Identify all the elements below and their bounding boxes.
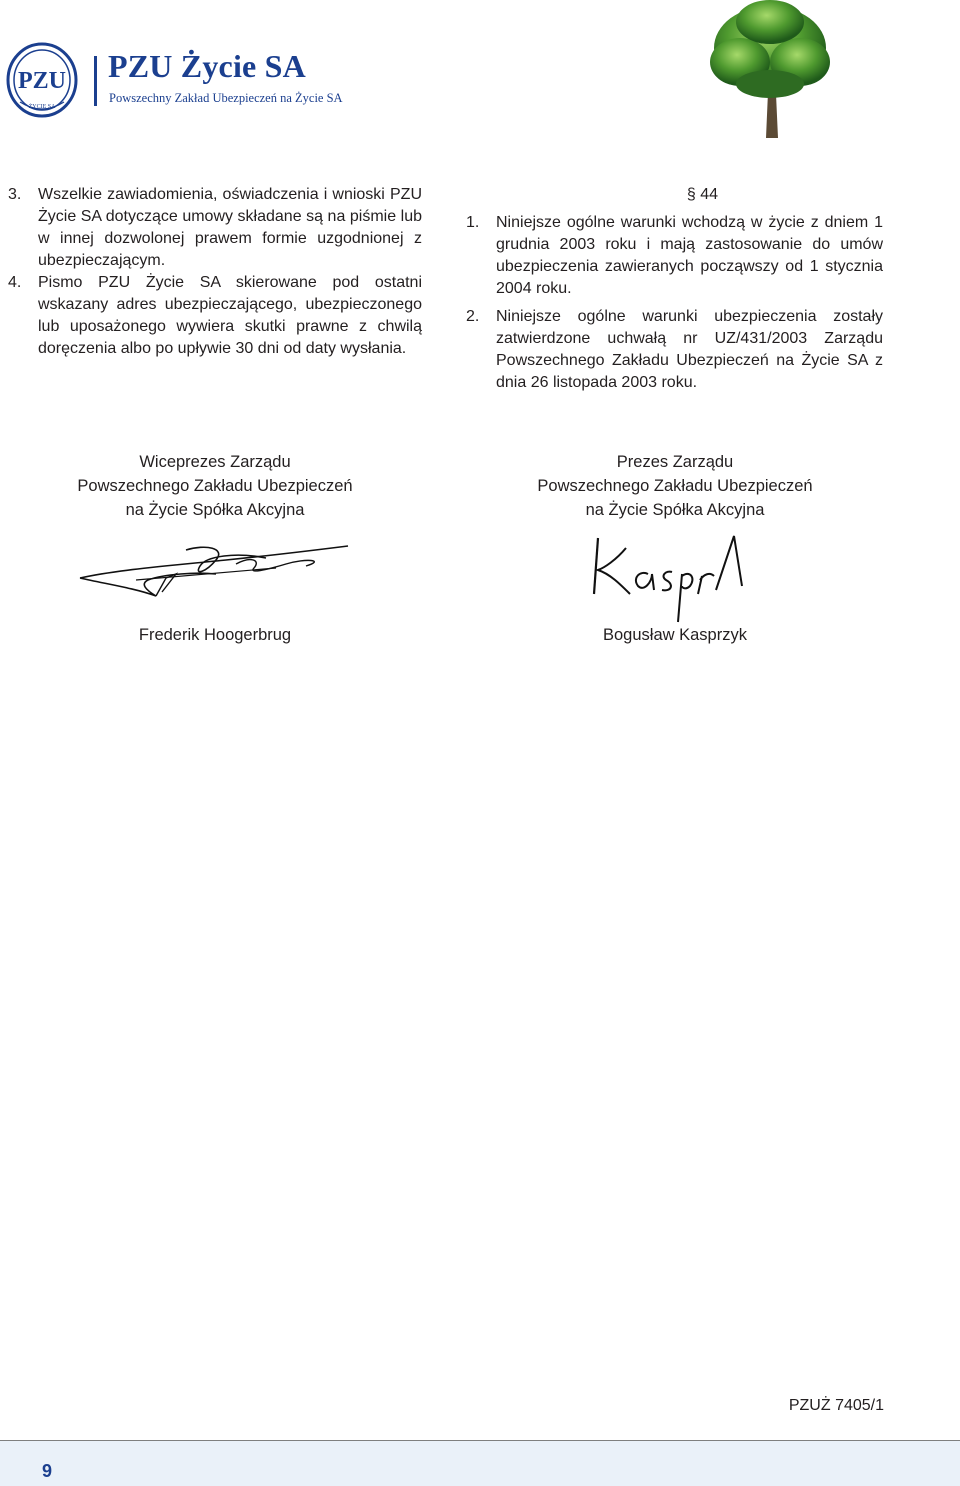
list-item xyxy=(8,272,422,360)
right-column xyxy=(466,184,883,394)
signature-right xyxy=(586,530,746,626)
svg-text:ŻYCIE SA: ŻYCIE SA xyxy=(28,104,56,110)
pzu-seal-logo xyxy=(6,42,78,118)
signatory-role: Wiceprezes Zarządu xyxy=(139,453,291,471)
tree-icon xyxy=(700,0,840,140)
item-text: Wszelkie zawiadomienia, oświadczenia i wnioski PZU Życie SA dotyczące umowy składane są na piśmie lub w innej dozwolonej prawem formie uzgodnionej z ubezpieczającym. xyxy=(38,186,422,269)
section-heading: § 44 xyxy=(686,186,719,203)
item-text: Niniejsze ogólne warunki ubezpieczenia zostały zatwierdzone uchwałą nr UZ/431/2003 Zarządu Powszechnego Zakładu Ubezpieczeń na Życie SA z dnia 26 listopada 2003 roku. xyxy=(496,308,883,391)
item-number: 4. xyxy=(8,274,22,291)
item-text: Pismo PZU Życie SA skierowane pod ostatni wskazany adres ubezpieczającego, ubezpieczonego lub uposażonego wywiera skutki prawne z chwilą doręczenia albo po upływie 30 dni od daty wysłania. xyxy=(38,274,422,357)
footer-bar xyxy=(0,1441,960,1486)
signatory-org-line: Powszechnego Zakładu Ubezpieczeń xyxy=(537,477,813,495)
item-number: 2. xyxy=(466,308,480,325)
signatory-role: Prezes Zarządu xyxy=(616,453,734,471)
item-number: 3. xyxy=(8,186,22,203)
signatory-org-line: na Życie Spółka Akcyjna xyxy=(125,501,305,519)
item-number: 1. xyxy=(466,214,480,231)
svg-text:PZU: PZU xyxy=(18,68,66,94)
list-item xyxy=(466,212,883,300)
page-header xyxy=(0,0,960,150)
signature-left xyxy=(76,538,352,604)
signatory-left-title xyxy=(35,450,395,522)
document-code: PZUŻ 7405/1 xyxy=(788,1397,884,1414)
signatory-org-line: na Życie Spółka Akcyjna xyxy=(585,501,765,519)
signatory-name: Frederik Hoogerbrug xyxy=(138,626,292,644)
signatory-org-line: Powszechnego Zakładu Ubezpieczeń xyxy=(77,477,353,495)
item-text: Niniejsze ogólne warunki wchodzą w życie z dniem 1 grudnia 2003 roku i mają zastosowanie do umów ubezpieczenia zawieranych począwszy od 1 stycznia 2004 roku. xyxy=(496,214,883,297)
brand-subtitle: Powszechny Zakład Ubezpieczeń na Życie SA xyxy=(109,91,343,105)
brand-name: PZU Życie SA xyxy=(108,48,306,84)
page-number: 9 xyxy=(42,1461,53,1481)
list-item xyxy=(466,306,883,394)
signatory-right-title xyxy=(495,450,855,522)
left-column xyxy=(8,184,422,360)
logo-divider xyxy=(94,56,97,106)
signatory-name: Bogusław Kasprzyk xyxy=(603,626,747,644)
list-item xyxy=(8,184,422,272)
